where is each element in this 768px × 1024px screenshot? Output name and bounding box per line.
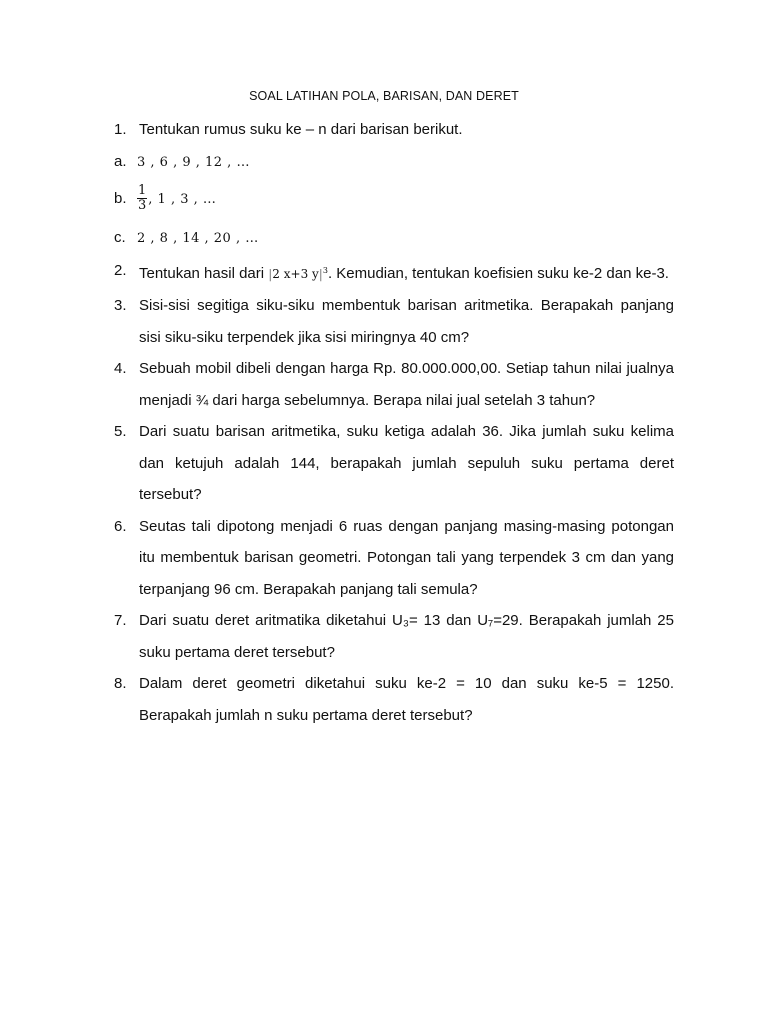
question-text: Dalam deret geometri diketahui suku ke-2 = 10 dan suku ke-5 = 1250. Berapakah jumlah n suku pertama deret tersebut? xyxy=(139,675,674,724)
question-1-option-a xyxy=(114,147,674,177)
option-label: a. xyxy=(114,152,127,170)
expression-base: 2 x+3 y xyxy=(272,266,319,281)
question-text: Sebuah mobil dibeli dengan harga Rp. 80.000.000,00. Setiap tahun nilai jualnya menjadi ¾ dari harga sebelumnya. Berapa nilai jual setelah 3 tahun? xyxy=(139,360,674,409)
question-number: 1. xyxy=(114,121,127,138)
question-1 xyxy=(114,114,674,146)
question-text: Dari suatu barisan aritmetika, suku ketiga adalah 36. Jika jumlah suku kelima dan ketujuh adalah 144, berapakah jumlah sepuluh suku pertama deret tersebut? xyxy=(139,423,674,503)
question-list xyxy=(114,114,674,731)
question-text xyxy=(139,255,674,291)
question-text-before: Tentukan hasil dari xyxy=(139,264,269,282)
question-6 xyxy=(114,511,674,606)
sequence-c: 2 , 8 , 14 , 20 , … xyxy=(137,230,259,246)
fraction-denominator: 3 xyxy=(138,198,147,214)
question-5 xyxy=(114,416,674,511)
question-number: 7. xyxy=(114,612,127,629)
option-label: b. xyxy=(114,189,127,207)
question-number: 4. xyxy=(114,360,127,377)
sequence-a: 3 , 6 , 9 , 12 , … xyxy=(137,154,250,170)
sequence-b-rest: , 1 , 3 , … xyxy=(148,191,217,207)
question-3 xyxy=(114,290,674,353)
question-text: Sisi-sisi segitiga siku-siku membentuk barisan aritmetika. Berapakah panjang sisi siku-siku terpendek jika sisi miringnya 40 cm? xyxy=(139,297,674,346)
fraction xyxy=(137,184,147,213)
question-8 xyxy=(114,668,674,731)
question-7 xyxy=(114,605,674,668)
question-text: Seutas tali dipotong menjadi 6 ruas dengan panjang masing-masing potongan itu membentuk barisan geometri. Potongan tali yang terpendek 3 cm dan yang terpanjang 96 cm. Berapakah panjang tali semula? xyxy=(139,517,674,598)
question-text-after: . Kemudian, tentukan koefisien suku ke-2 dan ke-3. xyxy=(327,264,669,282)
page-title: SOAL LATIHAN POLA, BARISAN, DAN DERET xyxy=(249,89,519,103)
question-text: Dari suatu deret aritmatika diketahui U₃= 13 dan U₇=29. Berapakah jumlah 25 suku pertama deret tersebut? xyxy=(139,612,674,661)
fraction-numerator: 1 xyxy=(138,183,147,199)
question-1-option-b xyxy=(114,177,674,222)
binomial-expression: |2 x+3 $y|^3$ xyxy=(268,265,328,281)
option-label: c. xyxy=(114,228,126,246)
question-number: 2. xyxy=(114,261,127,279)
question-number: 6. xyxy=(114,517,127,535)
expression-exponent: 3 xyxy=(322,265,328,275)
question-1-option-c xyxy=(114,222,674,255)
question-2 xyxy=(114,255,674,291)
question-text: Tentukan rumus suku ke – n dari barisan berikut. xyxy=(139,121,463,138)
question-4 xyxy=(114,353,674,416)
question-number: 8. xyxy=(114,675,127,692)
question-number: 3. xyxy=(114,297,127,314)
question-number: 5. xyxy=(114,423,127,440)
